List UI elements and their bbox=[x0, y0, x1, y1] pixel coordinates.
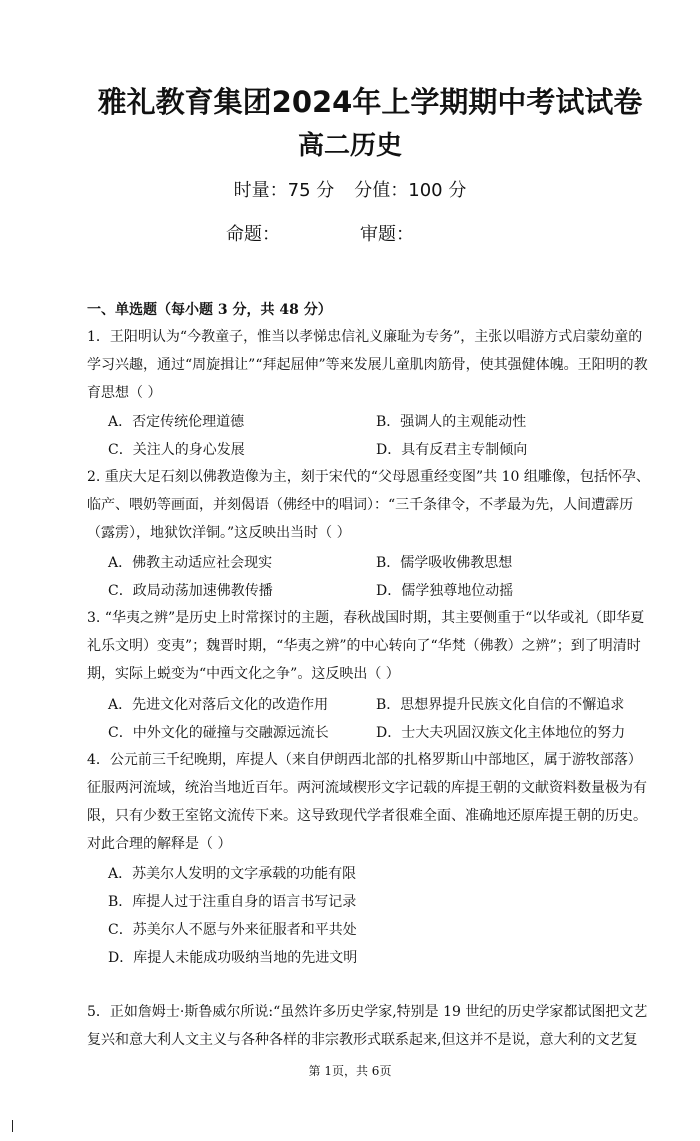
question-line: 期，实际上蜕变为“中西文化之争”。这反映出（ ） bbox=[87, 666, 400, 682]
question-2-stem bbox=[87, 463, 669, 547]
question-line: （露雳），地狱饮洋铜。”这反映出当时（ ） bbox=[87, 525, 351, 541]
score-label: 分值：100 分 bbox=[354, 180, 467, 201]
question-line: 对此合理的解释是（ ） bbox=[87, 836, 232, 852]
question-line: 学习兴趣，通过“周旋揖让”“拜起屈伸”等来发展儿童肌肉筋骨，使其强健体魄。王阳明的教 bbox=[87, 357, 648, 373]
question-1-option-b[interactable]: B．强调人的主观能动性 bbox=[376, 414, 527, 430]
question-3-stem bbox=[87, 604, 669, 688]
question-5-stem bbox=[87, 998, 669, 1054]
question-3-option-d[interactable]: D．士大夫巩固汉族文化主体地位的努力 bbox=[376, 725, 626, 741]
proposer-label: 命题： bbox=[226, 224, 280, 245]
question-4-stem bbox=[87, 746, 669, 858]
question-3-option-c[interactable]: C．中外文化的碰撞与交融源远流长 bbox=[108, 725, 329, 741]
question-3-option-b[interactable]: B．思想界提升民族文化自信的不懈追求 bbox=[376, 697, 625, 713]
page-footer: 第 1页，共 6页 bbox=[308, 1064, 392, 1078]
exam-meta bbox=[0, 176, 700, 202]
question-line: 5．正如詹姆士·斯鲁威尔所说:“虽然许多历史学家,特别是 19 世纪的历史学家都试图把文艺 bbox=[87, 1004, 648, 1020]
question-4-option-b[interactable]: B．库提人过于注重自身的语言书写记录 bbox=[108, 894, 357, 910]
exam-subject: 高二历史 bbox=[297, 131, 402, 161]
question-line: 复兴和意大利人文主义与各种各样的非宗教形式联系起来,但这并不是说，意大利的文艺复 bbox=[87, 1032, 638, 1048]
question-1-stem bbox=[87, 323, 669, 407]
question-line: 育思想（ ） bbox=[87, 385, 162, 401]
question-line: 1．王阳明认为“今教童子，惟当以孝悌忠信礼义廉耻为专务”，主张以唱游方式启蒙幼童的 bbox=[87, 329, 643, 345]
question-line: 4．公元前三千纪晚期，库提人（来自伊朗西北部的扎格罗斯山中部地区，属于游牧部落） bbox=[87, 752, 642, 768]
question-line: 限，只有少数王室铭文流传下来。这导致现代学者很难全面、准确地还原库提王朝的历史。 bbox=[87, 808, 647, 824]
question-line: 礼乐文明）变夷”；魏晋时期，“华夷之辨”的中心转向了“华梵（佛教）之辨”；到了明清时 bbox=[87, 638, 641, 654]
question-1-option-a[interactable]: A．否定传统伦理道德 bbox=[108, 414, 245, 430]
question-4-option-d[interactable]: D．库提人未能成功吸纳当地的先进文明 bbox=[108, 950, 358, 966]
question-1-option-d[interactable]: D．具有反君主专制倾向 bbox=[376, 442, 528, 458]
question-3-option-a[interactable]: A．先进文化对落后文化的改造作用 bbox=[108, 697, 329, 713]
question-4-option-a[interactable]: A．苏美尔人发明的文字承载的功能有限 bbox=[108, 866, 357, 882]
question-1-option-c[interactable]: C．关注人的身心发展 bbox=[108, 442, 245, 458]
section-heading: 一、单选题（每小题 3 分，共 48 分） bbox=[87, 302, 332, 318]
reviewer-label: 审题： bbox=[360, 224, 414, 245]
question-2-option-c[interactable]: C．政局动荡加速佛教传播 bbox=[108, 583, 273, 599]
question-4-option-c[interactable]: C．苏美尔人不愿与外来征服者和平共处 bbox=[108, 922, 357, 938]
scan-edge-mark bbox=[12, 1120, 13, 1132]
question-line: 临产、喂奶等画面，并刻偈语（佛经中的唱词）：“三千条律令，不孝最为先，人间遭霹历 bbox=[87, 497, 634, 513]
exam-title: 雅礼教育集团2024年上学期期中考试试卷 bbox=[97, 85, 643, 119]
time-label: 时量：75 分 bbox=[233, 180, 335, 201]
question-2-option-a[interactable]: A．佛教主动适应社会现实 bbox=[108, 555, 273, 571]
question-line: 3. “华夷之辨”是历史上时常探讨的主题，春秋战国时期，其主要侧重于“以华或礼（即华夏 bbox=[87, 610, 645, 626]
question-2-option-b[interactable]: B．儒学吸收佛教思想 bbox=[376, 555, 513, 571]
question-line: 2. 重庆大足石刻以佛教造像为主，刻于宋代的“父母恩重经变图”共 10 组雕像，包括怀孕、 bbox=[87, 469, 650, 485]
question-2-option-d[interactable]: D．儒学独尊地位动摇 bbox=[376, 583, 514, 599]
question-line: 征服两河流域，统治当地近百年。两河流域楔形文字记载的库提王朝的文献资料数量极为有 bbox=[87, 780, 647, 796]
